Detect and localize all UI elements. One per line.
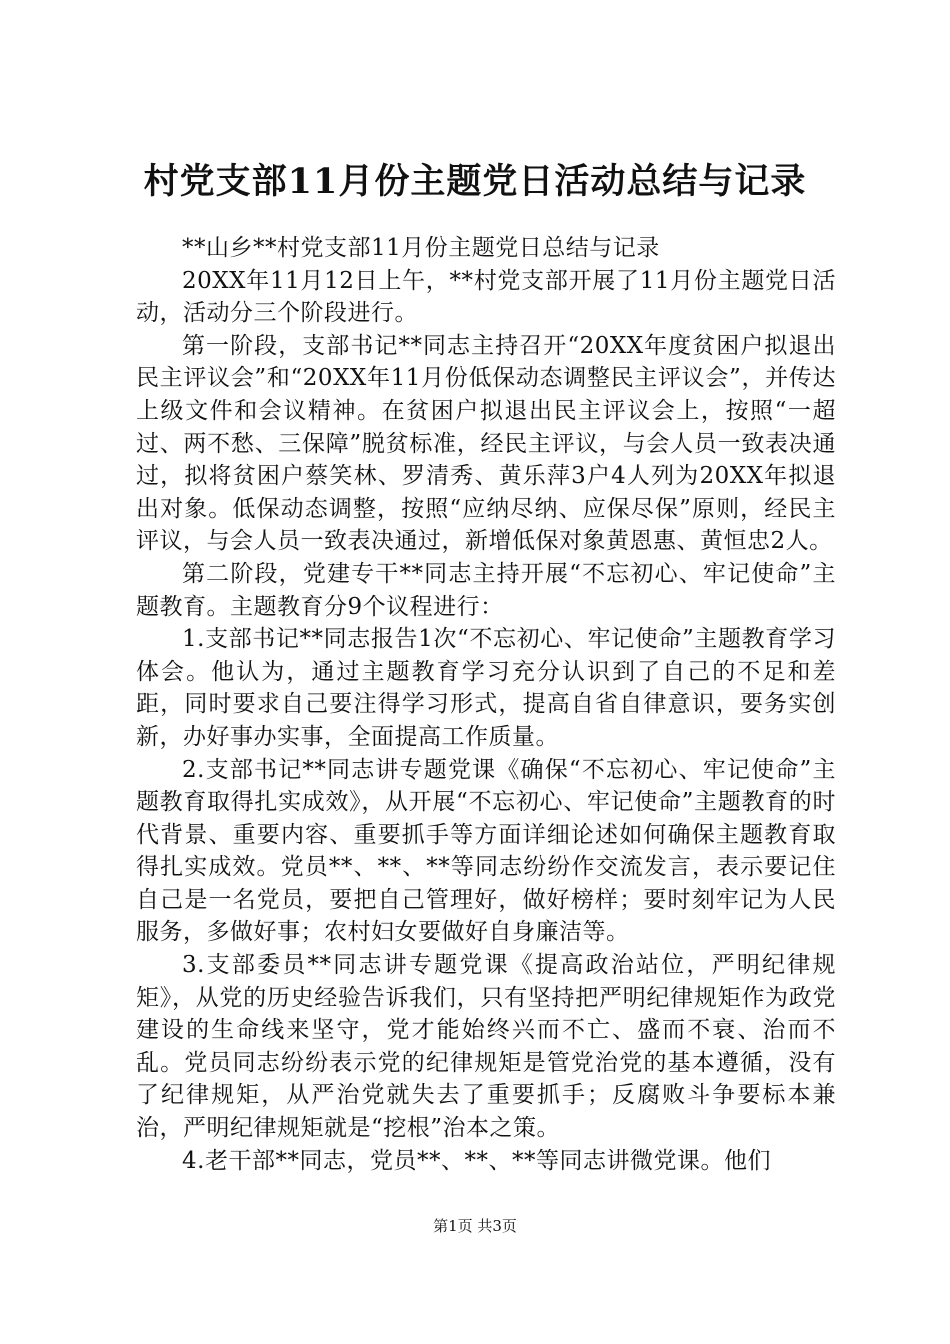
paragraph-stage-two: 第二阶段，党建专干**同志主持开展“不忘初心、牢记使命”主题教育。主题教育分9个议程进行： — [136, 560, 836, 620]
paragraph-subtitle: **山乡**村党支部11月份主题党日总结与记录 — [182, 235, 660, 261]
paragraph-item-3: 3.支部委员**同志讲专题党课《提高政治站位，严明纪律规矩》，从党的历史经验告诉我们，只有坚持把严明纪律规矩作为政党建设的生命线来坚守，党才能始终兴而不亡、盛而不衰、治而不乱。党员同志纷纷表示党的纪律规矩是管党治党的基本遵循，没有了纪律规矩，从严治党就失去了重要抓手；反腐败斗争要标本兼治，严明纪律规矩就是“挖根”治本之策。 — [136, 952, 836, 1142]
document-title: 村党支部11月份主题党日活动总结与记录 — [143, 161, 807, 202]
paragraph-item-2: 2.支部书记**同志讲专题党课《确保“不忘初心、牢记使命”主题教育取得扎实成效》，从开展“不忘初心、牢记使命”主题教育的时代背景、重要内容、重要抓手等方面详细论述如何确保主题教育取得扎实成效。党员**、**、**等同志纷纷作交流发言，表示要记住自己是一名党员，要把自己管理好，做好榜样；要时刻牢记为人民服务，多做好事；农村妇女要做好自身廉洁等。 — [136, 756, 836, 946]
paragraph-item-4: 4.老干部**同志，党员**、**、**等同志讲微党课。他们 — [182, 1147, 771, 1174]
paragraph-item-1: 1.支部书记**同志报告1次“不忘初心、牢记使命”主题教育学习体会。他认为，通过主题教育学习充分认识到了自己的不足和差距，同时要求自己要注得学习形式，提高自省自律意识，要务实创新，办好事办实事，全面提高工作质量。 — [136, 626, 836, 750]
paragraph-intro: 20XX年11月12日上午，**村党支部开展了11月份主题党日活动，活动分三个阶段进行。 — [136, 267, 836, 327]
document-body — [136, 232, 836, 1177]
page-number-footer: 第1页 共3页 — [433, 1217, 517, 1235]
paragraph-stage-one: 第一阶段，支部书记**同志主持召开“20XX年度贫困户拟退出民主评议会”和“20XX年11月份低保动态调整民主评议会”，并传达上级文件和会议精神。在贫困户拟退出民主评议会上，按照“一超过、两不愁、三保障”脱贫标准，经民主评议，与会人员一致表决通过，拟将贫困户蔡笑林、罗清秀、黄乐萍3户4人列为20XX年拟退出对象。低保动态调整，按照“应纳尽纳、应保尽保”原则，经民主评议，与会人员一致表决通过，新增低保对象黄恩惠、黄恒忠2人。 — [136, 332, 836, 555]
